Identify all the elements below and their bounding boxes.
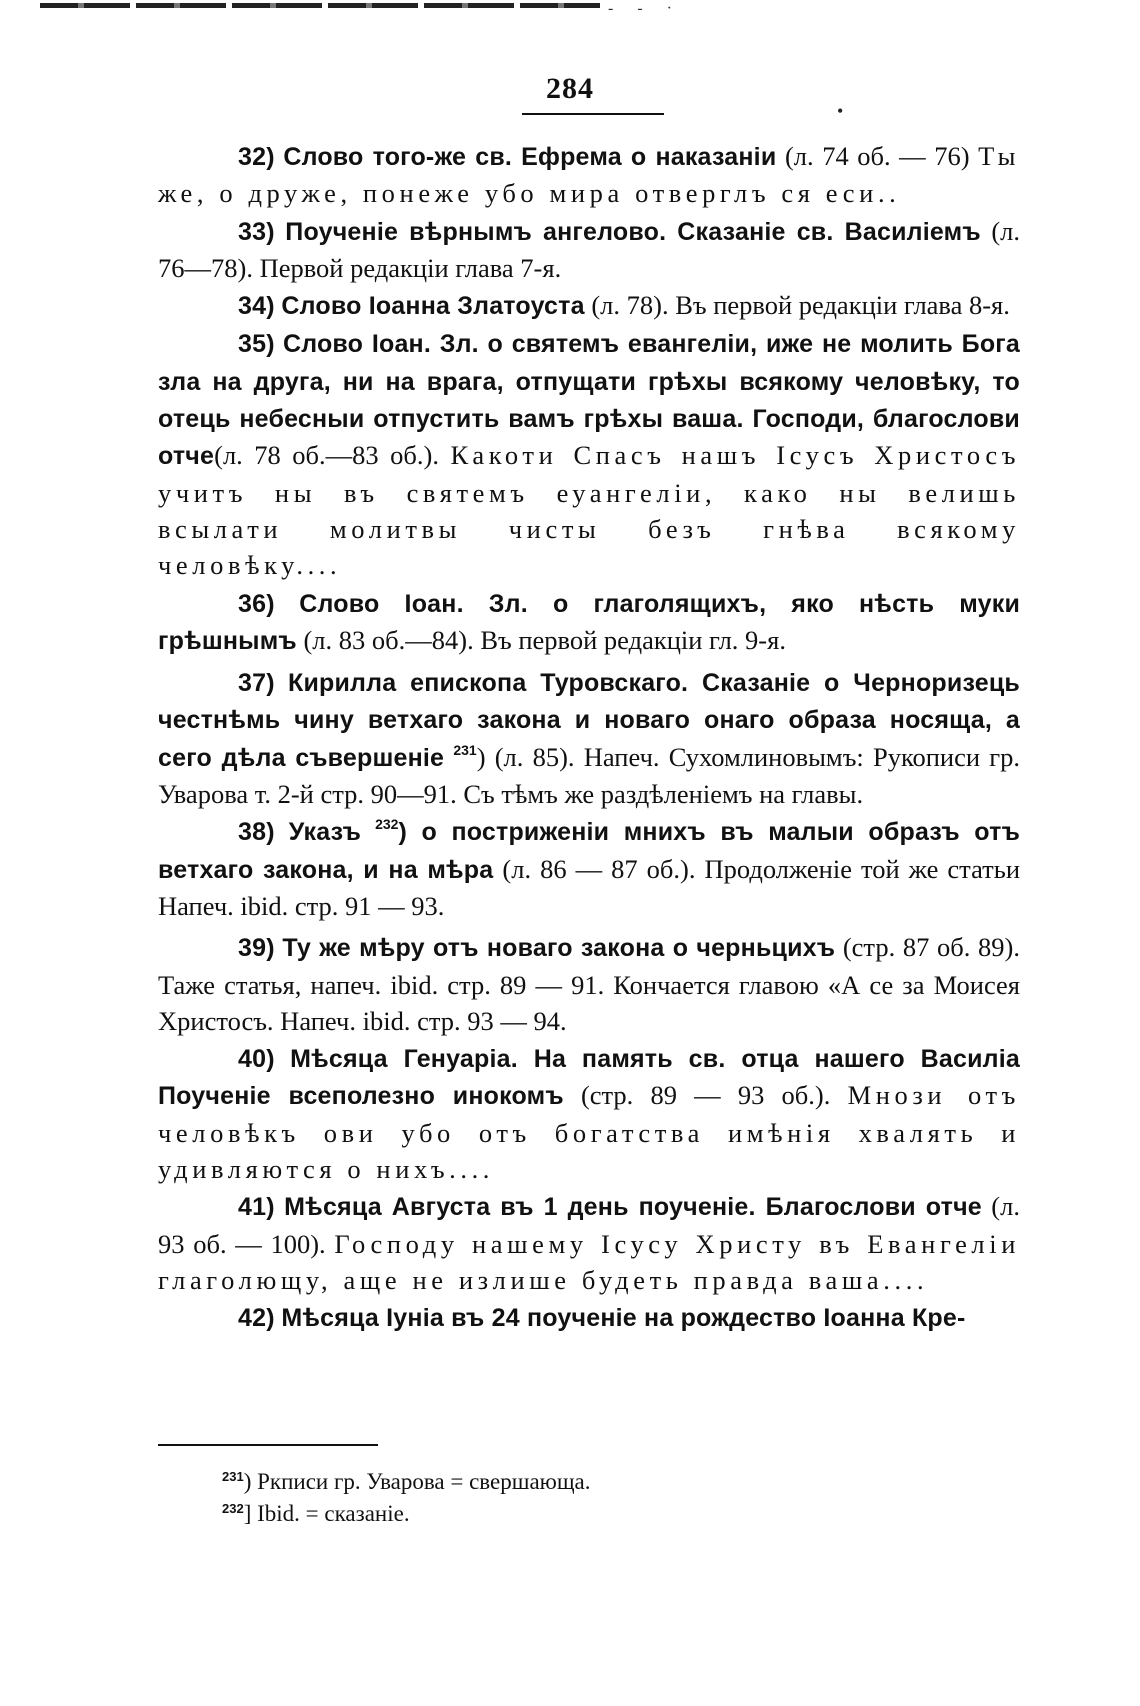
main-text <box>158 138 1020 1338</box>
page-number-rule <box>522 113 664 115</box>
entry-42: 42) Мѣсяца Іуніа въ 24 поученіе на рождество Іоанна Кре- <box>238 1304 966 1333</box>
entry-40: 40) Мѣсяца Генуаріа. На память св. отца нашего Василіа Поученіе всеполезно инокомъ (стр. 89 — 93 об.). Мнози отъ человѣкъ ови убо отъ богатства имѣнія хвалять и удивляются о нихъ.... <box>158 1045 1021 1185</box>
footnote-231: $^{231}$) Ркписи гр. Уварова = свершающа. <box>222 1469 591 1494</box>
footnote-ref-232: 232 <box>375 816 399 833</box>
entry-35: 35) Слово Іоан. Зл. о святемъ евангеліи, иже не молить Бога зла на друга, ни на врага, отпущати грѣхы всякому человѣку, то отець небесныи отпустить вамъ грѣхы ваша. Господи, благослови отче(л. 78 об.—83 об.). Какоти Спасъ нашъ Ісусъ Христосъ учитъ ны въ святемъ еуангеліи, како ны велишь всылати молитвы чисты безъ гнѣва всякому человѣку.... <box>158 330 1021 581</box>
entry-33: 33) Поученіе вѣрнымъ ангелово. Сказаніе св. Василіемъ (л. 76—78). Первой редакціи глава 7-я. <box>158 215 1020 283</box>
entry-36: 36) Слово Іоан. Зл. о глаголящихъ, яко нѣсть муки грѣшнымъ (л. 83 об.—84). Въ первой редакціи гл. 9-я. <box>158 589 1021 655</box>
entry-38: 38) Указъ $^{232}$) о постриженіи мнихъ въ малыи образъ отъ ветхаго закона, и на мѣра (л. 86 — 87 об.). Продолженіе той же статьи Напеч. ibid. стр. 91 — 93. <box>158 816 1021 921</box>
footnote-rule <box>158 1444 378 1446</box>
entry-41: 41) Мѣсяца Августа въ 1 день поученіе. Благослови отче (л. 93 об. — 100). Господу нашему Ісусу Христу въ Евангеліи глаголющу, аще не излише будеть правда ваша.... <box>158 1191 1021 1295</box>
footnote-ref-231: 231 <box>453 741 477 758</box>
top-scan-rule <box>40 3 600 8</box>
scan-speck: • <box>837 101 844 121</box>
entry-32: 32) Слово того-же св. Ефрема о наказаніи (л. 74 об. — 76) Ты же, о друже, понеже убо мира отверглъ ся еси.. <box>158 141 1021 209</box>
footnotes <box>222 1466 591 1530</box>
entry-34: 34) Слово Іоанна Златоуста (л. 78). Въ первой редакціи глава 8-я. <box>238 290 1010 321</box>
entry-37: 37) Кирилла епископа Туровскаго. Сказаніе о Черноризець честнѣмь чину ветхаго закона и новаго онаго образа носяща, а сего дѣла съвершеніе $^{231}$) (л. 85). Напеч. Сухомлиновымъ: Рукописи гр. Уварова т. 2-й стр. 90—91. Съ тѣмъ же раздѣленіемъ на главы. <box>158 669 1020 810</box>
top-scan-dots: ‐ ‐ · <box>608 0 682 17</box>
entry-39: 39) Ту же мѣру отъ новаго закона о черньцихъ (стр. 87 об. 89). Таже статья, напеч. ibid. стр. 89 — 91. Кончается главою «А се за Моисея Христосъ. Напеч. ibid. стр. 93 — 94. <box>158 932 1020 1036</box>
footnote-232: $^{232}$] Ibid. = сказаніе. <box>222 1501 410 1526</box>
page-number: 284 <box>546 72 594 105</box>
